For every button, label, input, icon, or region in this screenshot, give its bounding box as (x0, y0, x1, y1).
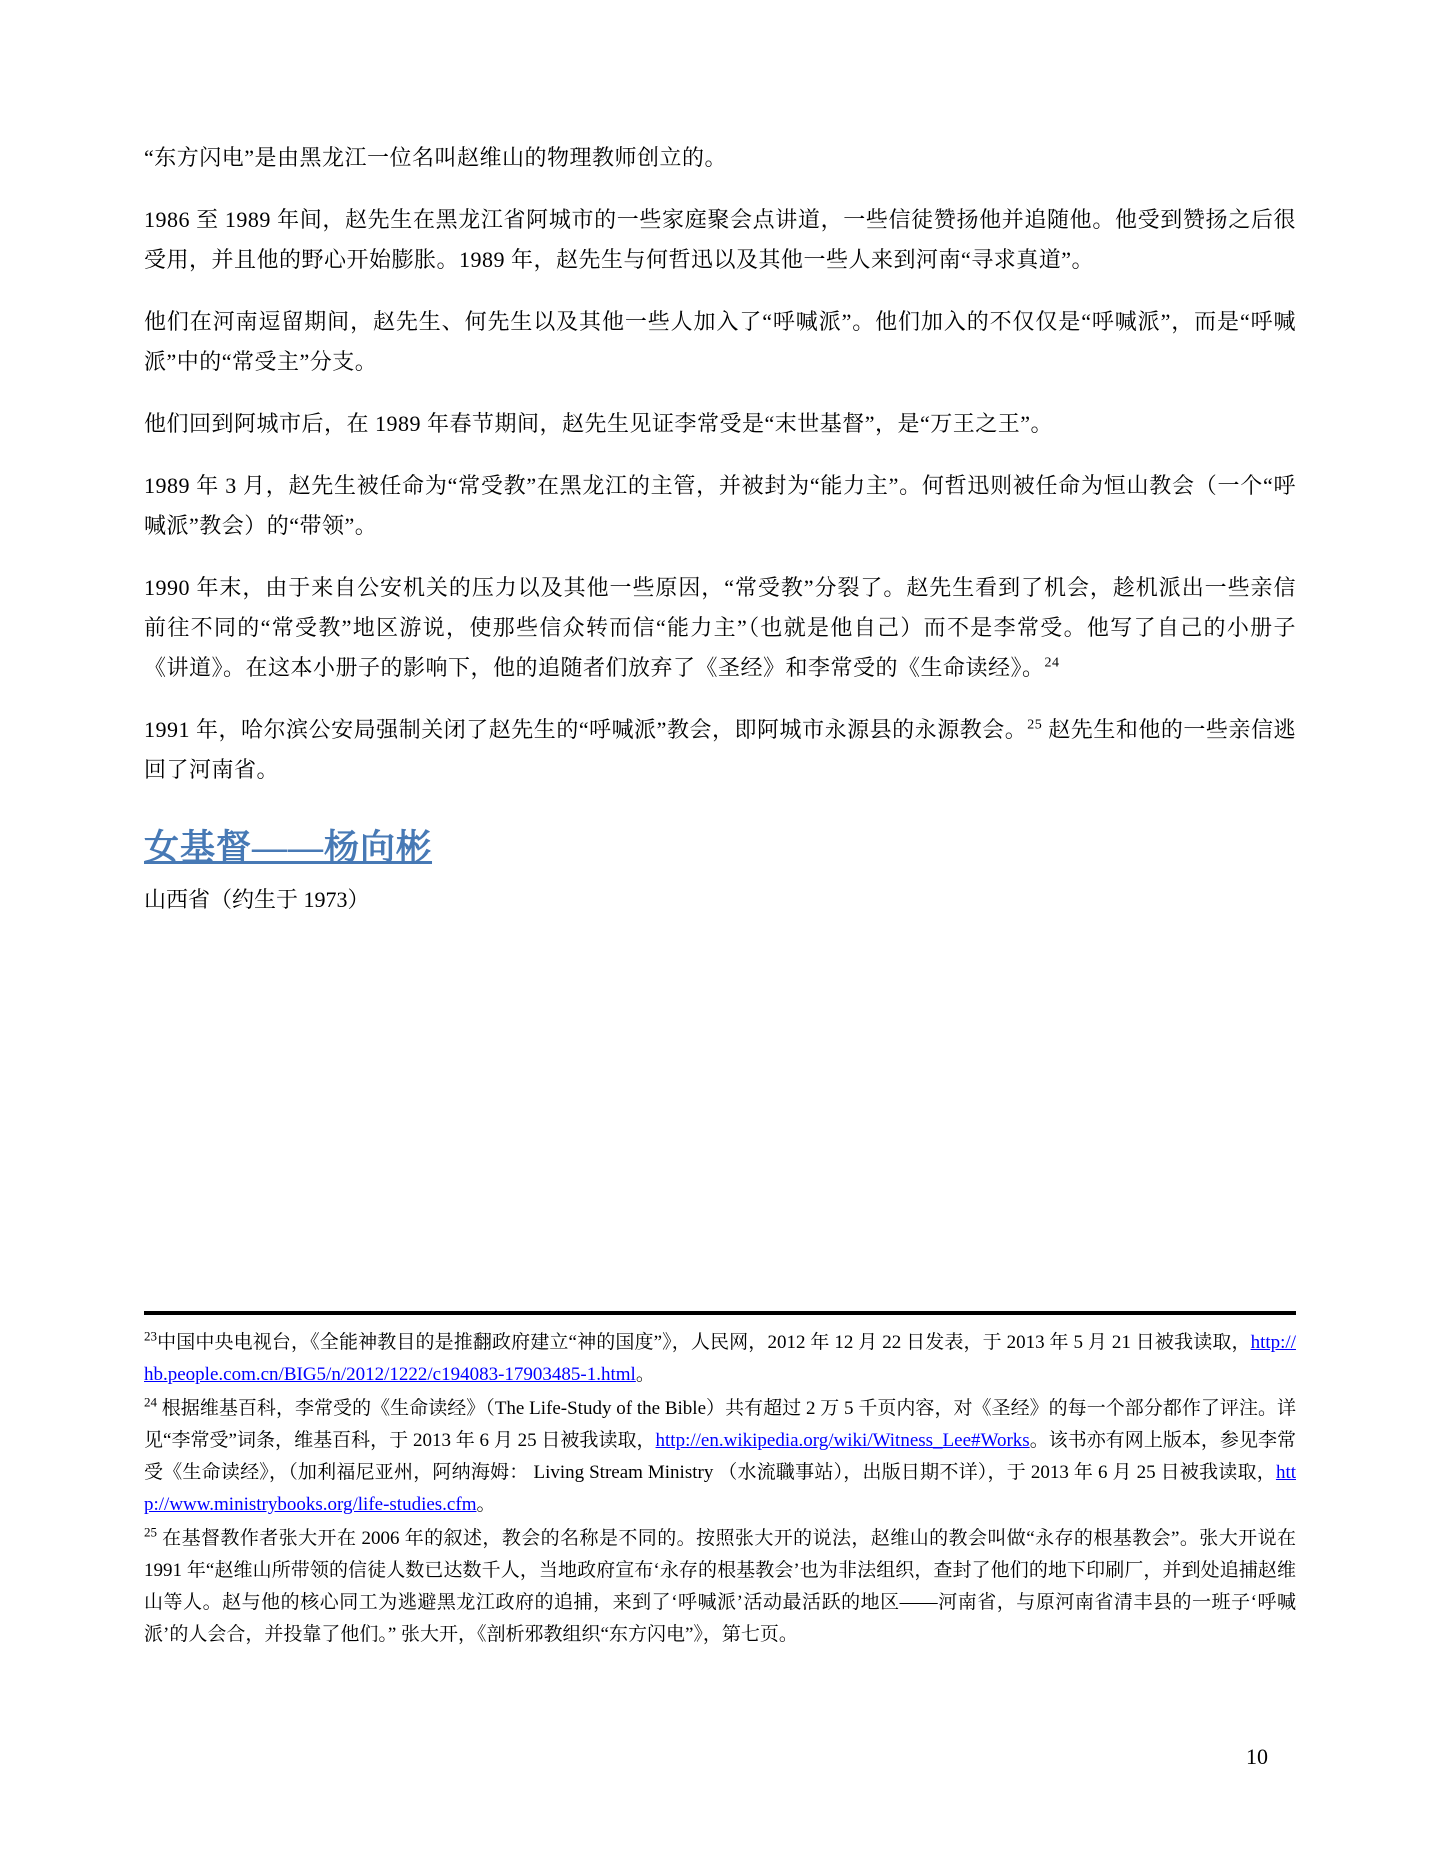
footnote-24-text-end: 。 (476, 1494, 496, 1515)
footnote-25-text: 在基督教作者张大开在 2006 年的叙述，教会的名称是不同的。按照张大开的说法，赵维山的教会叫做“永存的根基教会”。张大开说在 1991 年“赵维山所带领的信徒人数已达数千人，当地政府宣布‘永存的根基教会’也为非法组织，查封了他们的地下印刷厂，并到处追捕赵维山等人。赵与他的核心同工为逃避黑龙江政府的追捕，来到了‘呼喊派’活动最活跃的地区——河南省，与原河南省清丰县的一班子‘呼喊派’的人会合，并投靠了他们。” 张大开，《剖析邪教组织“东方闪电”》，第七页。 (144, 1528, 1296, 1645)
footnote-24-text: 根据维基百科，李常受的《生命读经》（The Life-Study of the Bible）共有超过 2 万 5 千页内容，对《圣经》的每一个部分都作了评注。详见“李常受”词条，维基百科，于 2013 年 6 月 25 日被我读取， (144, 1398, 1296, 1451)
page-number: 10 (1246, 1744, 1268, 1769)
footnote-23-text-end: 。 (635, 1364, 655, 1385)
paragraph-7-text-post: 赵先生和他的一些亲信逃回了河南省。 (144, 717, 1296, 782)
footnote-24-link-wikipedia[interactable]: http://en.wikipedia.org/wiki/Witness_Lee#Works (655, 1430, 1030, 1451)
paragraph-7 (144, 710, 1296, 790)
footnote-23-link[interactable]: http://hb.people.com.cn/BIG5/n/2012/1222/c194083-17903485-1.html (144, 1332, 1296, 1385)
footnote-24-number: 24 (144, 1394, 157, 1410)
document-body (144, 138, 1296, 920)
paragraph-4: 他们回到阿城市后，在 1989 年春节期间，赵先生见证李常受是“末世基督”，是“万王之王”。 (144, 411, 1054, 436)
footnote-24-link-ministrybooks[interactable]: http://www.ministrybooks.org/life-studies.cfm (144, 1462, 1296, 1515)
footnote-24-text-middle: 。该书亦有网上版本，参见李常受《生命读经》，（加利福尼亚州，阿纳海姆： Living Stream Ministry （水流職事站），出版日期不详），于 2013 年 6 月 25 日被我读取， (144, 1430, 1296, 1483)
section-heading: 女基督——杨向彬 (144, 828, 433, 867)
section-subheading: 山西省（约生于 1973） (144, 887, 370, 912)
footnotes-section (144, 1311, 1296, 1653)
footnote-25 (144, 1523, 1296, 1651)
paragraph-2: 1986 至 1989 年间，赵先生在黑龙江省阿城市的一些家庭聚会点讲道，一些信徒赞扬他并追随他。他受到赞扬之后很受用，并且他的野心开始膨胀。1989 年，赵先生与何哲迅以及其他一些人来到河南“寻求真道”。 (144, 207, 1296, 272)
footnote-25-number: 25 (144, 1524, 157, 1540)
footnote-23 (144, 1327, 1296, 1391)
footnote-23-number: 23 (144, 1328, 157, 1344)
footnote-reference-24[interactable]: 24 (1044, 655, 1060, 671)
paragraph-7-text-pre: 1991 年，哈尔滨公安局强制关闭了赵先生的“呼喊派”教会，即阿城市永源县的永源教会。 (144, 717, 1028, 742)
paragraph-5: 1989 年 3 月，赵先生被任命为“常受教”在黑龙江的主管，并被封为“能力主”。何哲迅则被任命为恒山教会（一个“呼喊派”教会）的“带领”。 (144, 473, 1296, 538)
footnote-23-text: 中国中央电视台，《全能神教目的是推翻政府建立“神的国度”》，人民网，2012 年 12 月 22 日发表，于 2013 年 5 月 21 日被我读取， (157, 1332, 1251, 1353)
paragraph-6 (144, 568, 1296, 688)
footnote-24 (144, 1393, 1296, 1521)
footnote-reference-25[interactable]: 25 (1027, 717, 1043, 733)
paragraph-6-text: 1990 年末，由于来自公安机关的压力以及其他一些原因，“常受教”分裂了。赵先生看到了机会，趁机派出一些亲信前往不同的“常受教”地区游说，使那些信众转而信“能力主”（也就是他自己）而不是李常受。他写了自己的小册子《讲道》。在这本小册子的影响下，他的追随者们放弃了《圣经》和李常受的《生命读经》。 (144, 575, 1296, 680)
paragraph-1: “东方闪电”是由黑龙江一位名叫赵维山的物理教师创立的。 (144, 145, 728, 170)
paragraph-3: 他们在河南逗留期间，赵先生、何先生以及其他一些人加入了“呼喊派”。他们加入的不仅仅是“呼喊派”，而是“呼喊派”中的“常受主”分支。 (144, 309, 1296, 374)
